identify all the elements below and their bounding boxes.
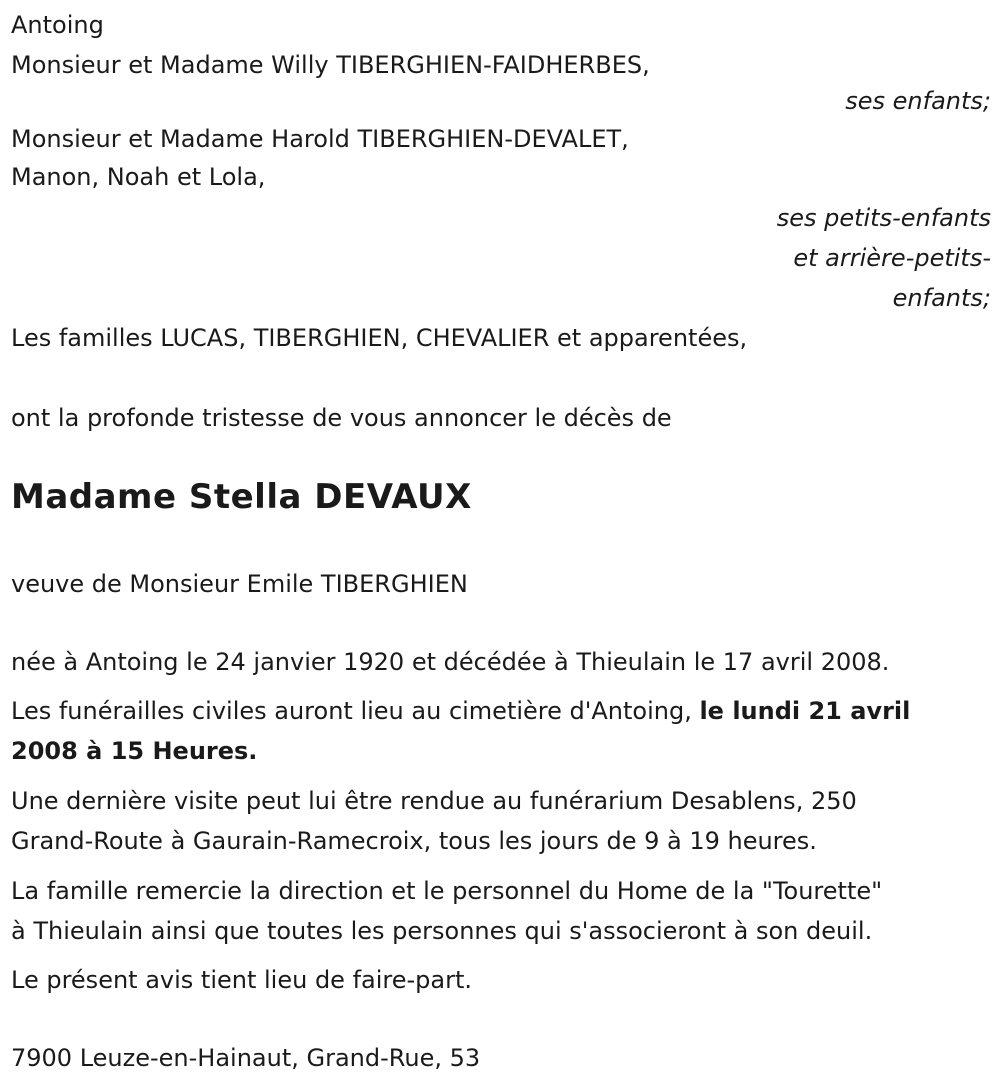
children-role: ses enfants; [845,87,991,115]
funeral-date-1: le lundi 21 avril [699,697,911,725]
deceased-name: Madame Stella DEVAUX [11,477,472,517]
thanks-line-1: La famille remercie la direction et le personnel du Home de la "Tourette" [11,877,883,905]
grandchildren-role-3: enfants; [892,284,991,312]
families-line: Les familles LUCAS, TIBERGHIEN, CHEVALIER et apparentées, [11,324,748,352]
grandchildren-line-2: Manon, Noah et Lola, [11,163,266,191]
announcement-line: ont la profonde tristesse de vous annoncer le décès de [11,404,672,432]
thanks-line-2: à Thieulain ainsi que toutes les personnes qui s'associeront à son deuil. [11,917,873,945]
children-line: Monsieur et Madame Willy TIBERGHIEN-FAIDHERBES, [11,51,650,79]
address-line: 7900 Leuze-en-Hainaut, Grand-Rue, 53 [11,1044,481,1072]
funeral-date-2: 2008 à 15 Heures. [11,737,258,765]
widow-of-line: veuve de Monsieur Emile TIBERGHIEN [11,570,468,598]
obituary-notice [11,5,991,1078]
grandchildren-role-2: et arrière-petits- [793,244,991,272]
faire-part-notice: Le présent avis tient lieu de faire-part. [11,966,473,994]
town-name: Antoing [11,11,104,39]
birth-death-line: née à Antoing le 24 janvier 1920 et décédée à Thieulain le 17 avril 2008. [11,648,890,676]
grandchildren-role-1: ses petits-enfants [776,204,991,232]
funeral-text: Les funérailles civiles auront lieu au cimetière d'Antoing, [11,697,700,725]
funeral-paragraph [11,691,991,771]
visit-line-1: Une dernière visite peut lui être rendue au funérarium Desablens, 250 [11,787,857,815]
visit-line-2: Grand-Route à Gaurain-Ramecroix, tous les jours de 9 à 19 heures. [11,827,817,855]
thanks-paragraph [11,871,991,951]
grandchildren-line-1: Monsieur et Madame Harold TIBERGHIEN-DEVALET, [11,125,629,153]
visit-paragraph [11,781,991,861]
